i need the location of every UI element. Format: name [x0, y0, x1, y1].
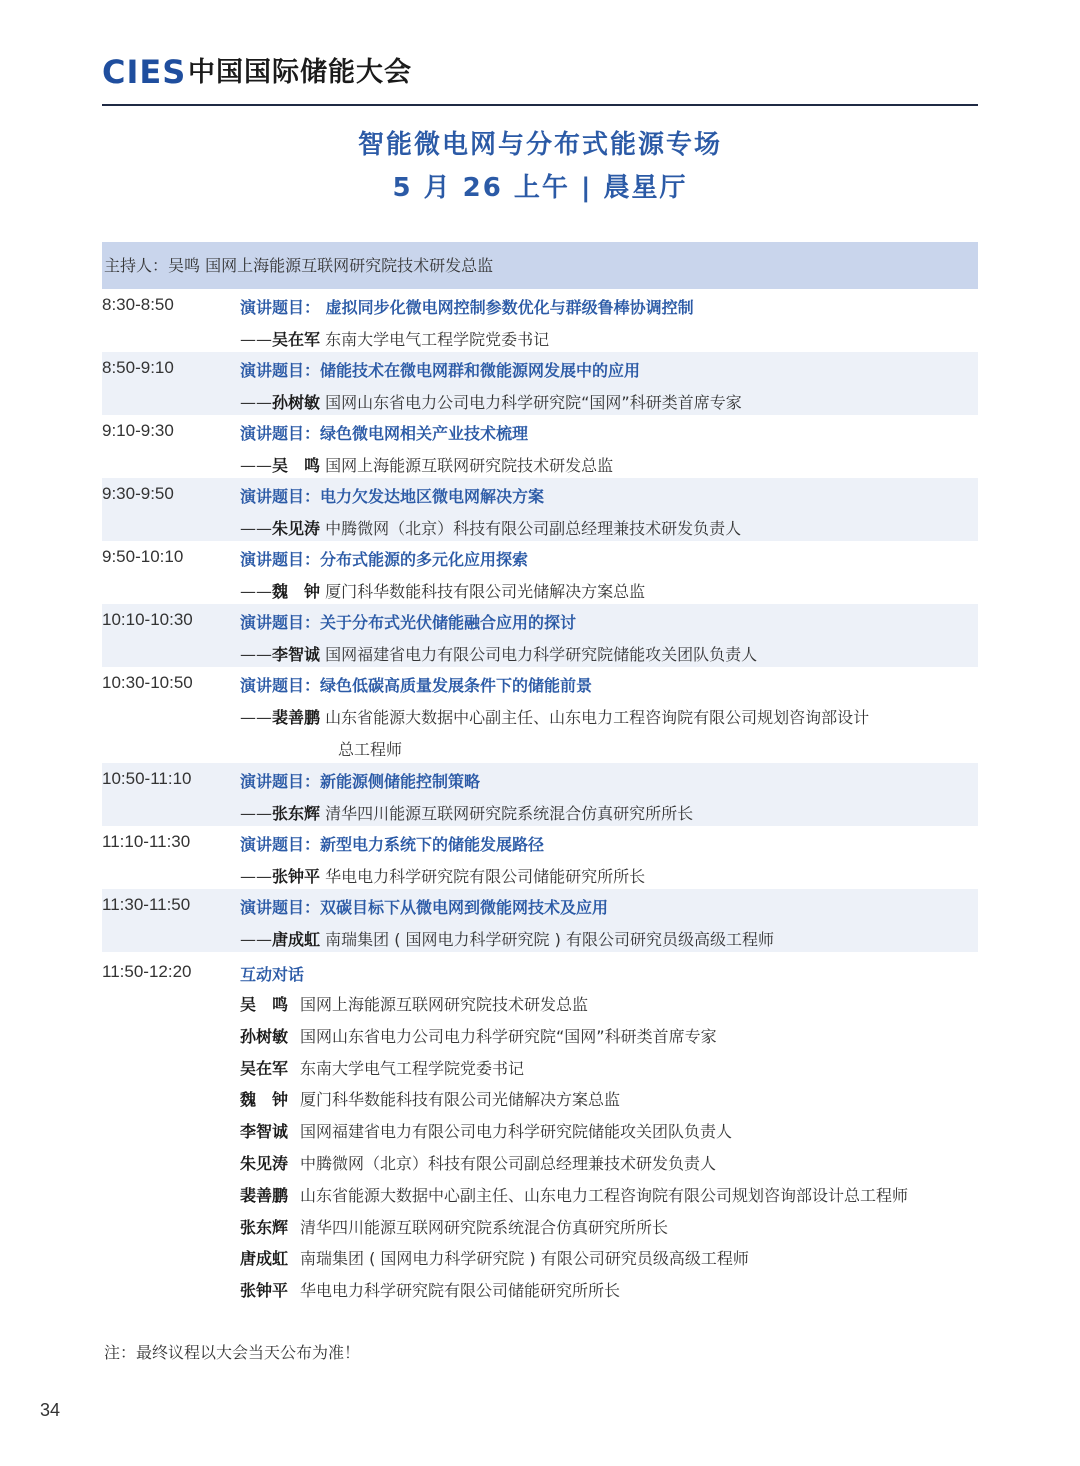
footnote: 注：最终议程以大会当天公布为准！ — [104, 1343, 361, 1362]
speaker-name: 李智诚 — [272, 645, 321, 664]
interactive-time-slot: 11:50-12:20 — [102, 962, 192, 981]
talk-topic: 演讲题目： 虚拟同步化微电网控制参数优化与群级鲁棒协调控制 — [240, 298, 694, 317]
schedule-row — [102, 826, 978, 889]
panelist-org: 东南大学电气工程学院党委书记 — [300, 1058, 525, 1078]
interactive-title: 互动对话 — [240, 965, 305, 984]
speaker-line — [240, 516, 741, 539]
speaker-line — [240, 864, 645, 887]
panelist — [240, 1214, 980, 1246]
panelist-org: 国网山东省电力公司电力科学研究院“国网”科研类首席专家 — [300, 1026, 717, 1046]
panelist-name: 李智诚 — [240, 1122, 289, 1142]
panelist-name: 孙树敏 — [240, 1026, 289, 1046]
dash: —— — [240, 393, 272, 412]
speaker-org: 国网福建省电力有限公司电力科学研究院储能攻关团队负责人 — [325, 645, 758, 664]
dash: —— — [240, 930, 272, 949]
panelist-name: 吴在军 — [240, 1058, 289, 1078]
talk-topic: 演讲题目：关于分布式光伏储能融合应用的探讨 — [240, 613, 577, 632]
talk-topic: 演讲题目：绿色微电网相关产业技术梳理 — [240, 424, 529, 443]
panelist — [240, 1277, 980, 1309]
dash: —— — [240, 456, 272, 475]
panelist — [240, 1055, 980, 1087]
talk-topic: 演讲题目：双碳目标下从微电网到微能网技术及应用 — [240, 898, 609, 917]
schedule-row — [102, 667, 978, 763]
dash: —— — [240, 582, 272, 601]
panelist-name: 朱见涛 — [240, 1153, 289, 1173]
time-slot: 10:50-11:10 — [102, 769, 192, 788]
logo-cies: CIES — [102, 53, 187, 91]
speaker-name: 吴在军 — [272, 330, 321, 349]
speaker-org: 山东省能源大数据中心副主任、山东电力工程咨询院有限公司规划咨询部设计 — [325, 708, 870, 727]
talk-topic: 演讲题目：电力欠发达地区微电网解决方案 — [240, 487, 545, 506]
schedule-row — [102, 352, 978, 415]
talk-topic: 演讲题目：储能技术在微电网群和微能源网发展中的应用 — [240, 361, 641, 380]
dash: —— — [240, 708, 272, 727]
speaker-line — [240, 390, 742, 413]
talk-topic: 演讲题目：绿色低碳高质量发展条件下的储能前景 — [240, 676, 593, 695]
time-slot: 11:30-11:50 — [102, 895, 191, 914]
panelist — [240, 1245, 980, 1277]
schedule-row — [102, 763, 978, 826]
dash: —— — [240, 645, 272, 664]
speaker-org: 东南大学电气工程学院党委书记 — [325, 330, 550, 349]
speaker-line — [240, 579, 645, 602]
schedule-row — [102, 889, 978, 952]
speaker-org: 华电电力科学研究院有限公司储能研究所所长 — [325, 867, 646, 886]
time-slot: 8:50-9:10 — [102, 358, 174, 377]
dash: —— — [240, 330, 272, 349]
panelist — [240, 1182, 980, 1214]
panelist — [240, 991, 980, 1023]
speaker-org: 国网山东省电力公司电力科学研究院“国网”科研类首席专家 — [325, 393, 742, 412]
speaker-org-continued: 总工程师 — [338, 740, 403, 759]
panelist-name: 唐成虹 — [240, 1249, 289, 1269]
panelist-name: 张东辉 — [240, 1217, 289, 1237]
panelist-name: 裴善鹏 — [240, 1185, 289, 1205]
panelist-list — [240, 991, 980, 1309]
speaker-name: 朱见涛 — [272, 519, 321, 538]
panelist-org: 国网福建省电力有限公司电力科学研究院储能攻关团队负责人 — [300, 1122, 733, 1142]
header — [102, 52, 978, 106]
speaker-line — [240, 453, 613, 476]
panelist-org: 华电电力科学研究院有限公司储能研究所所长 — [300, 1281, 621, 1301]
schedule-row — [102, 415, 978, 478]
schedule-row — [102, 289, 978, 352]
schedule-row — [102, 541, 978, 604]
time-slot: 11:10-11:30 — [102, 832, 191, 851]
panelist — [240, 1118, 980, 1150]
dash: —— — [240, 519, 272, 538]
panelist — [240, 1023, 980, 1055]
schedule-row — [102, 478, 978, 541]
speaker-org: 国网上海能源互联网研究院技术研发总监 — [325, 456, 614, 475]
speaker-org: 清华四川能源互联网研究院系统混合仿真研究所所长 — [325, 804, 694, 823]
talk-topic: 演讲题目：分布式能源的多元化应用探索 — [240, 550, 529, 569]
speaker-name: 唐成虹 — [272, 930, 321, 949]
panelist-org: 国网上海能源互联网研究院技术研发总监 — [300, 995, 589, 1014]
time-slot: 10:10-10:30 — [102, 610, 193, 629]
speaker-line — [240, 642, 757, 665]
panelist — [240, 1086, 980, 1118]
speaker-line — [240, 927, 774, 950]
speaker-name: 张钟平 — [272, 867, 321, 886]
time-slot: 9:50-10:10 — [102, 547, 184, 566]
time-slot: 9:10-9:30 — [102, 421, 174, 440]
panelist-org: 南瑞集团 ( 国网电力科学研究院 ) 有限公司研究员级高级工程师 — [300, 1249, 749, 1269]
speaker-name: 裴善鹏 — [272, 708, 321, 727]
talk-topic: 演讲题目：新能源侧储能控制策略 — [240, 772, 481, 791]
panelist — [240, 1150, 980, 1182]
time-slot: 10:30-10:50 — [102, 673, 193, 692]
speaker-line — [240, 705, 869, 728]
host-bar: 主持人：吴鸣 国网上海能源互联网研究院技术研发总监 — [102, 242, 978, 289]
page-title: 智能微电网与分布式能源专场 — [357, 130, 722, 160]
dash: —— — [240, 804, 272, 823]
panelist-org: 厦门科华数能科技有限公司光储解决方案总监 — [300, 1090, 621, 1110]
speaker-name: 魏 钟 — [272, 582, 321, 601]
panelist-name: 吴 鸣 — [240, 995, 289, 1014]
speaker-org: 厦门科华数能科技有限公司光储解决方案总监 — [325, 582, 646, 601]
schedule-list — [102, 289, 978, 952]
speaker-name: 孙树敏 — [272, 393, 321, 412]
speaker-name: 吴 鸣 — [272, 456, 321, 475]
panelist-org: 山东省能源大数据中心副主任、山东电力工程咨询院有限公司规划咨询部设计总工程师 — [300, 1185, 909, 1205]
time-slot: 8:30-8:50 — [102, 295, 174, 314]
panelist-org: 中腾微网（北京）科技有限公司副总经理兼技术研发负责人 — [300, 1153, 717, 1173]
schedule-row — [102, 604, 978, 667]
time-slot: 9:30-9:50 — [102, 484, 174, 503]
speaker-org: 南瑞集团 ( 国网电力科学研究院 ) 有限公司研究员级高级工程师 — [325, 930, 774, 949]
speaker-org: 中腾微网（北京）科技有限公司副总经理兼技术研发负责人 — [325, 519, 742, 538]
panelist-name: 魏 钟 — [240, 1090, 289, 1110]
speaker-name: 张东辉 — [272, 804, 321, 823]
logo-chinese-name: 中国国际储能大会 — [188, 57, 412, 88]
panelist-org: 清华四川能源互联网研究院系统混合仿真研究所所长 — [300, 1217, 669, 1237]
speaker-line — [240, 327, 549, 350]
page-subtitle: 5 月 26 上午 | 晨星厅 — [392, 173, 688, 203]
speaker-line — [240, 801, 693, 824]
page-number: 34 — [40, 1400, 61, 1420]
panelist-name: 张钟平 — [240, 1281, 289, 1301]
talk-topic: 演讲题目：新型电力系统下的储能发展路径 — [240, 835, 545, 854]
dash: —— — [240, 867, 272, 886]
